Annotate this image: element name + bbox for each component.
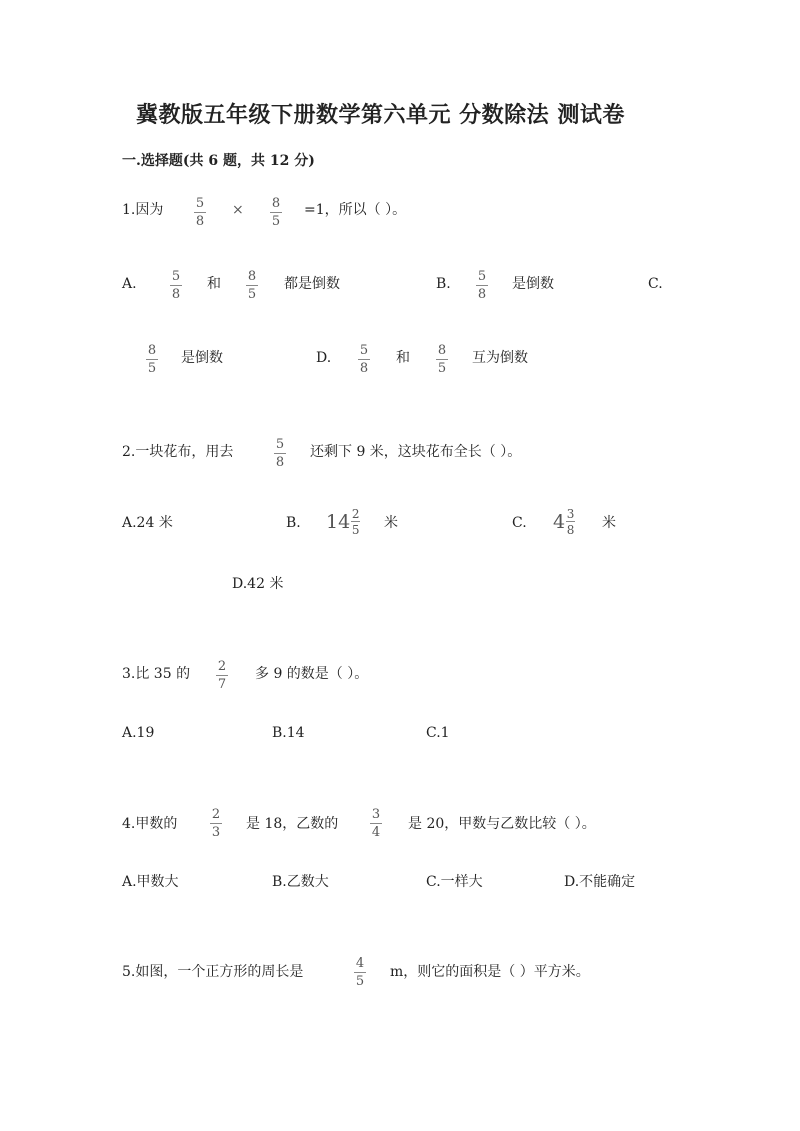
q2-option-b-numerator: 2	[351, 507, 360, 521]
q5-fraction	[354, 957, 366, 989]
fraction-bar	[146, 359, 158, 360]
fraction-bar	[210, 823, 222, 824]
q1-fraction-1-denominator: 8	[195, 214, 205, 229]
q3-fraction-denominator: 7	[217, 677, 227, 692]
q3-fraction	[216, 660, 228, 692]
section-heading: 一.选择题(共 6 题，共 12 分)	[122, 153, 315, 169]
q4-prefix: 4.甲数的	[122, 816, 178, 832]
fraction-bar	[270, 212, 282, 213]
q1-fraction-2	[270, 197, 282, 229]
q2-fraction-denominator: 8	[275, 455, 285, 470]
q2-fraction	[274, 438, 286, 470]
q4-fraction-2-numerator: 3	[371, 807, 381, 822]
q4-middle: 是 18，乙数的	[246, 816, 339, 832]
q2-option-b-denominator: 5	[351, 523, 360, 537]
fraction-bar	[370, 823, 382, 824]
q2-option-c-unit: 米	[602, 515, 616, 531]
q1-option-d-fraction-1-denominator: 8	[359, 361, 369, 376]
q3-option-c: C.1	[426, 725, 450, 741]
q1-option-b-fraction-denominator: 8	[477, 287, 487, 302]
q2-option-b-fraction	[351, 508, 360, 536]
q1-fraction-2-denominator: 5	[271, 214, 281, 229]
q2-option-c-numerator: 3	[566, 507, 575, 521]
q1-prefix: 1.因为	[122, 202, 164, 218]
q2-option-c-denominator: 8	[566, 523, 575, 537]
q1-option-a-label: A.	[122, 276, 137, 292]
q1-option-c-label: C.	[648, 276, 663, 292]
q3-option-b: B.14	[272, 725, 305, 741]
q2-option-b-whole: 14	[326, 511, 351, 533]
q4-suffix: 是 20，甲数与乙数比较（ ）。	[408, 816, 596, 832]
q5-fraction-numerator: 4	[355, 956, 365, 971]
q3-option-a: A.19	[122, 725, 155, 741]
q1-option-d-text: 互为倒数	[472, 350, 528, 366]
q1-suffix: =1，所以（ ）。	[304, 202, 407, 218]
q5-suffix: m，则它的面积是（ ）平方米。	[390, 964, 590, 980]
q1-fraction-1	[194, 197, 206, 229]
q1-option-b-fraction	[476, 270, 488, 302]
q4-fraction-1-numerator: 2	[211, 807, 221, 822]
q2-fraction-numerator: 5	[275, 437, 285, 452]
q1-option-d-fraction-2-numerator: 8	[437, 343, 447, 358]
q1-option-a-fraction-1-numerator: 5	[171, 269, 181, 284]
q1-option-c-fraction	[146, 344, 158, 376]
q2-option-c-label: C.	[512, 515, 527, 531]
q2-option-c-fraction	[566, 508, 575, 536]
q1-option-a-fraction-1-denominator: 8	[171, 287, 181, 302]
fraction-bar	[354, 972, 366, 973]
fraction-bar	[170, 285, 182, 286]
fraction-bar	[351, 521, 360, 522]
fraction-bar	[274, 453, 286, 454]
q2-option-b-unit: 米	[384, 515, 398, 531]
q1-times-sign: ×	[232, 202, 244, 218]
q2-option-b-mixed-number	[326, 508, 360, 536]
q4-option-b: B.乙数大	[272, 874, 329, 890]
fraction-bar	[194, 212, 206, 213]
q3-suffix: 多 9 的数是（ ）。	[255, 666, 369, 682]
q1-option-c-text: 是倒数	[181, 350, 223, 366]
q1-option-b-text: 是倒数	[512, 276, 554, 292]
q2-option-c-whole: 4	[553, 511, 566, 533]
fraction-bar	[566, 521, 575, 522]
q2-option-c-mixed-number	[553, 508, 575, 536]
q5-fraction-denominator: 5	[355, 974, 365, 989]
fraction-bar	[436, 359, 448, 360]
q1-option-c-fraction-numerator: 8	[147, 343, 157, 358]
q4-option-d: D.不能确定	[564, 874, 636, 890]
q1-option-d-fraction-1-numerator: 5	[359, 343, 369, 358]
q1-option-a-fraction-1	[170, 270, 182, 302]
q2-option-d: D.42 米	[232, 576, 284, 592]
q2-prefix: 2.一块花布，用去	[122, 444, 234, 460]
q1-option-c-fraction-denominator: 5	[147, 361, 157, 376]
fraction-bar	[476, 285, 488, 286]
q1-fraction-1-numerator: 5	[195, 196, 205, 211]
q1-option-a-fraction-2-numerator: 8	[247, 269, 257, 284]
q2-suffix: 还剩下 9 米，这块花布全长（ ）。	[310, 444, 522, 460]
fraction-bar	[216, 675, 228, 676]
q5-prefix: 5.如图，一个正方形的周长是	[122, 964, 304, 980]
q1-option-d-fraction-2	[436, 344, 448, 376]
q2-option-a: A.24 米	[122, 515, 173, 531]
q1-option-d-label: D.	[316, 350, 332, 366]
q1-option-a-fraction-2	[246, 270, 258, 302]
q1-option-d-fraction-1	[358, 344, 370, 376]
q4-fraction-2	[370, 808, 382, 840]
q4-option-c: C.一样大	[426, 874, 483, 890]
fraction-bar	[358, 359, 370, 360]
q1-option-a-fraction-2-denominator: 5	[247, 287, 257, 302]
q1-option-a-and: 和	[207, 276, 221, 292]
q4-fraction-2-denominator: 4	[371, 825, 381, 840]
q1-option-b-label: B.	[436, 276, 451, 292]
q2-option-b-label: B.	[286, 515, 301, 531]
q1-fraction-2-numerator: 8	[271, 196, 281, 211]
q3-fraction-numerator: 2	[217, 659, 227, 674]
q1-option-a-text: 都是倒数	[284, 276, 340, 292]
q4-fraction-1-denominator: 3	[211, 825, 221, 840]
q1-option-d-fraction-2-denominator: 5	[437, 361, 447, 376]
q3-prefix: 3.比 35 的	[122, 666, 191, 682]
q1-option-b-fraction-numerator: 5	[477, 269, 487, 284]
q4-option-a: A.甲数大	[122, 874, 179, 890]
page-title: 冀教版五年级下册数学第六单元 分数除法 测试卷	[136, 102, 625, 128]
fraction-bar	[246, 285, 258, 286]
q1-option-d-and: 和	[396, 350, 410, 366]
q4-fraction-1	[210, 808, 222, 840]
